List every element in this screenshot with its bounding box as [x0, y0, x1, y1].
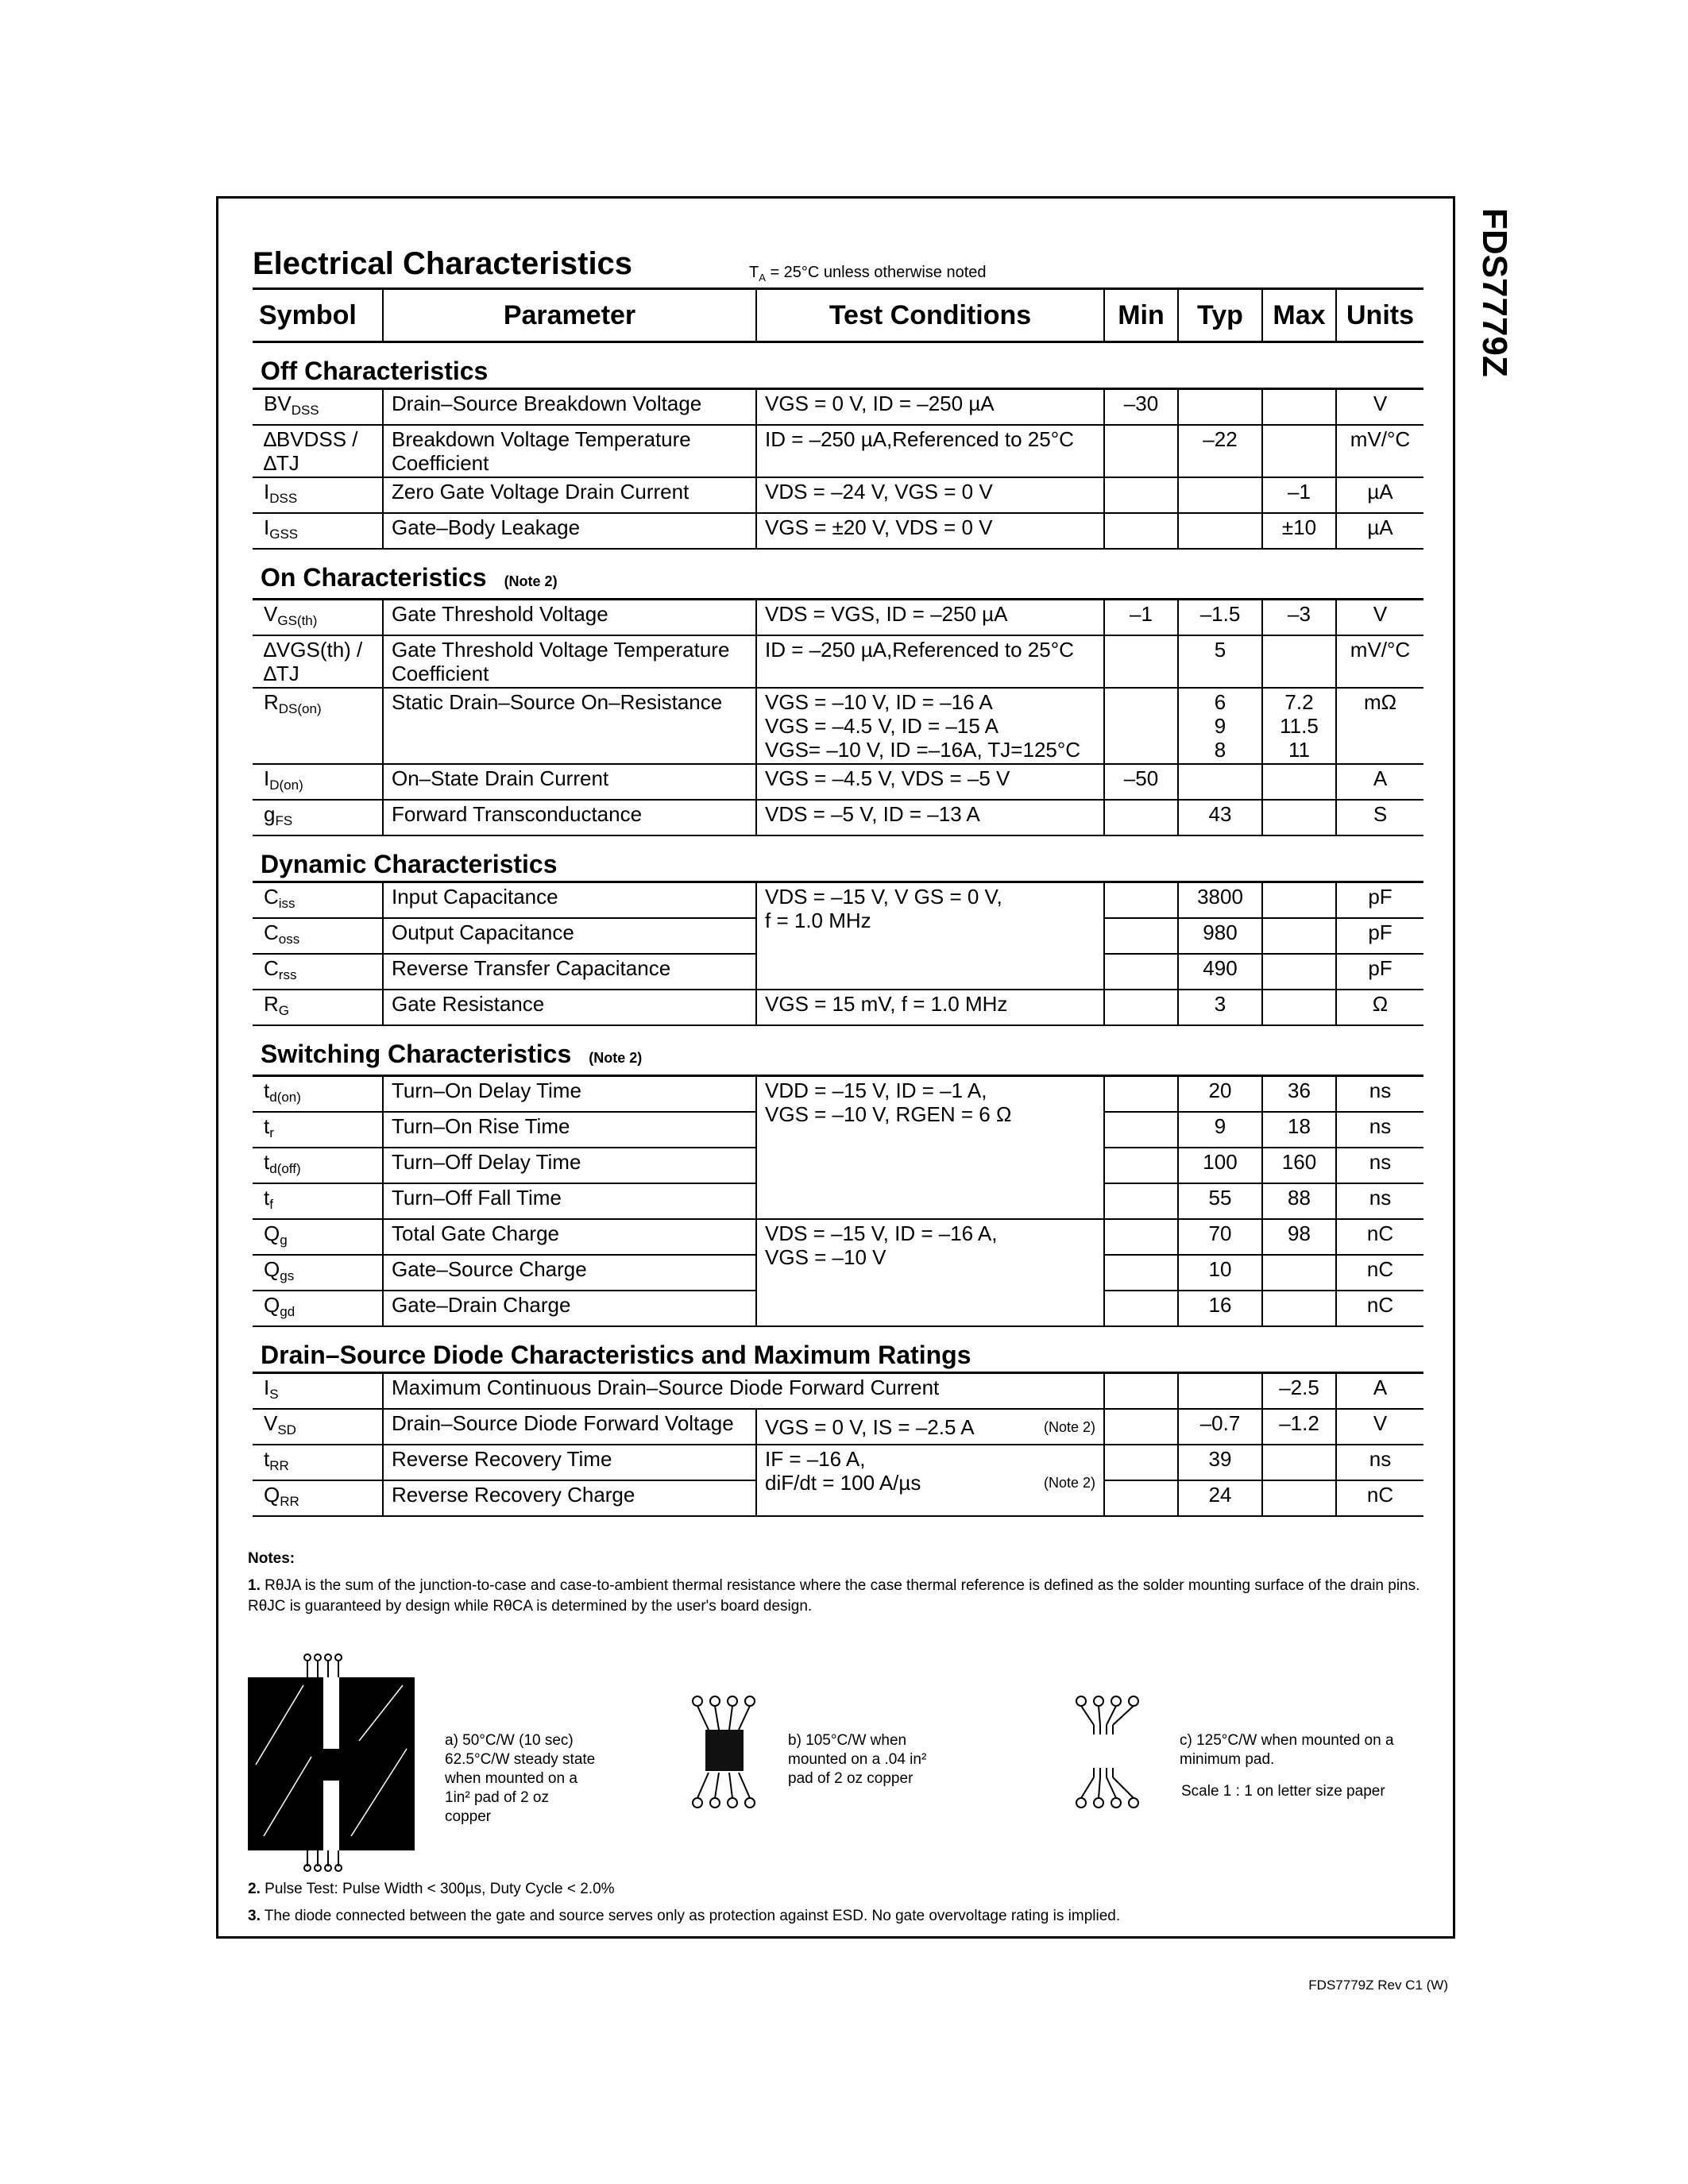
- scale-note: Scale 1 : 1 on letter size paper: [1181, 1783, 1385, 1800]
- cell-conditions: VDS = –15 V, V GS = 0 V, f = 1.0 MHz: [756, 882, 1104, 990]
- cell-parameter: Drain–Source Diode Forward Voltage: [383, 1409, 756, 1445]
- cell-symbol: $t_r$: [253, 1112, 383, 1148]
- cell-min: [1104, 1480, 1178, 1516]
- cell-units: ns: [1336, 1076, 1423, 1113]
- cell-min: [1104, 1183, 1178, 1219]
- cell-conditions: VDD = –15 V, ID = –1 A, VGS = –10 V, RGEN = 6 Ω: [756, 1076, 1104, 1220]
- cell-parameter: Reverse Transfer Capacitance: [383, 954, 756, 990]
- cell-typ: 43: [1178, 800, 1262, 835]
- cell-units: ns: [1336, 1445, 1423, 1480]
- cell-max: [1262, 990, 1336, 1025]
- cell-typ: [1178, 513, 1262, 549]
- cell-typ: [1178, 764, 1262, 800]
- cell-symbol: $g_{FS}$: [253, 800, 383, 835]
- table-row: [253, 513, 1423, 549]
- table-row: [253, 1076, 1423, 1113]
- cell-min: [1104, 918, 1178, 954]
- section-dynamic: [253, 835, 1423, 882]
- cell-max: [1262, 800, 1336, 835]
- cell-parameter: Turn–On Rise Time: [383, 1112, 756, 1148]
- cell-conditions: VDS = –15 V, ID = –16 A, VGS = –10 V: [756, 1219, 1104, 1326]
- cell-conditions: VDS = VGS, ID = –250 µA: [756, 600, 1104, 636]
- cell-max: 98: [1262, 1219, 1336, 1255]
- cell-max: [1262, 1480, 1336, 1516]
- cell-parameter: Zero Gate Voltage Drain Current: [383, 477, 756, 513]
- cell-units: nC: [1336, 1480, 1423, 1516]
- cell-units: ns: [1336, 1183, 1423, 1219]
- cell-max: 36: [1262, 1076, 1336, 1113]
- cell-typ: 980: [1178, 918, 1262, 954]
- cell-units: A: [1336, 1373, 1423, 1410]
- cell-typ: [1178, 477, 1262, 513]
- cell-min: [1104, 1076, 1178, 1113]
- section-on: [253, 549, 1423, 600]
- cell-typ: 70: [1178, 1219, 1262, 1255]
- table-row: [253, 477, 1423, 513]
- cell-typ: 9: [1178, 1112, 1262, 1148]
- cell-symbol: $Q_{gs}$: [253, 1255, 383, 1291]
- cell-parameter: Input Capacitance: [383, 882, 756, 919]
- cell-min: [1104, 1255, 1178, 1291]
- cell-symbol: $I_{D(on)}$: [253, 764, 383, 800]
- cell-min: [1104, 1373, 1178, 1410]
- cell-units: S: [1336, 800, 1423, 835]
- temperature-condition: $T_A = 25^\circ C$ unless otherwise noted: [749, 264, 987, 284]
- table-row: [253, 1409, 1423, 1445]
- cell-max: 18: [1262, 1112, 1336, 1148]
- section-diode-title: Drain–Source Diode Characteristics and Maximum Ratings: [253, 1326, 1423, 1373]
- cell-units: nC: [1336, 1291, 1423, 1326]
- cell-typ: –0.7: [1178, 1409, 1262, 1445]
- cell-parameter: Reverse Recovery Time: [383, 1445, 756, 1480]
- table-row: [253, 688, 1423, 764]
- section-switching-title: Switching Characteristics (Note 2): [253, 1025, 1423, 1076]
- cell-units: ns: [1336, 1112, 1423, 1148]
- pad-a-icon: [248, 1653, 431, 1872]
- cell-symbol: $V_{GS(th)}$: [253, 600, 383, 636]
- cell-units: V: [1336, 389, 1423, 426]
- cell-conditions: VGS = 15 mV, f = 1.0 MHz: [756, 990, 1104, 1025]
- cell-symbol: $Q_{RR}$: [253, 1480, 383, 1516]
- cell-max: [1262, 1255, 1336, 1291]
- cell-max: –1.2: [1262, 1409, 1336, 1445]
- cell-units: pF: [1336, 954, 1423, 990]
- cell-conditions: VGS = ±20 V, VDS = 0 V: [756, 513, 1104, 549]
- cell-min: [1104, 477, 1178, 513]
- note-ref: (Note 2): [1043, 1475, 1095, 1491]
- cell-symbol: $I_{DSS}$: [253, 477, 383, 513]
- cell-symbol: $t_{RR}$: [253, 1445, 383, 1480]
- note-3: 3. The diode connected between the gate and source serves only as protection against ESD. No gate overvoltage rating is implied.: [248, 1908, 1121, 1924]
- table-row: [253, 1219, 1423, 1255]
- cell-conditions: VGS = –10 V, ID = –16 A VGS = –4.5 V, ID = –15 A VGS= –10 V, ID =–16A, TJ=125°C: [756, 688, 1104, 764]
- cell-units: V: [1336, 600, 1423, 636]
- cell-symbol: $R_G$: [253, 990, 383, 1025]
- cell-symbol: $I_{GSS}$: [253, 513, 383, 549]
- cell-min: [1104, 1112, 1178, 1148]
- cell-conditions: VGS = 0 V, IS = –2.5 A (Note 2): [756, 1409, 1104, 1445]
- cell-max: 160: [1262, 1148, 1336, 1183]
- col-max: Max: [1262, 289, 1336, 342]
- table-row: [253, 389, 1423, 426]
- cell-units: nC: [1336, 1219, 1423, 1255]
- cell-typ: 20: [1178, 1076, 1262, 1113]
- pad-diagrams: [248, 1653, 1423, 1872]
- cell-parameter: Output Capacitance: [383, 918, 756, 954]
- col-typ: Typ: [1178, 289, 1262, 342]
- cell-units: µA: [1336, 513, 1423, 549]
- cell-max: –3: [1262, 600, 1336, 636]
- cell-min: [1104, 800, 1178, 835]
- section-off: [253, 342, 1423, 389]
- cell-conditions: VDS = –5 V, ID = –13 A: [756, 800, 1104, 835]
- section-off-title: Off Characteristics: [253, 342, 1423, 389]
- cell-parameter: Drain–Source Breakdown Voltage: [383, 389, 756, 426]
- cell-symbol: $V_{SD}$: [253, 1409, 383, 1445]
- cell-parameter: Total Gate Charge: [383, 1219, 756, 1255]
- notes-2-3: [248, 1879, 1423, 1927]
- cell-max: 7.2 11.5 11: [1262, 688, 1336, 764]
- cell-symbol: $I_S$: [253, 1373, 383, 1410]
- cell-parameter: Turn–Off Fall Time: [383, 1183, 756, 1219]
- cell-max: [1262, 389, 1336, 426]
- table-row: [253, 990, 1423, 1025]
- note-2: 2. Pulse Test: Pulse Width < 300µs, Duty Cycle < 2.0%: [248, 1881, 615, 1897]
- cell-typ: [1178, 389, 1262, 426]
- section-diode: [253, 1326, 1423, 1373]
- table-row: [253, 764, 1423, 800]
- cell-symbol: $Q_{gd}$: [253, 1291, 383, 1326]
- cell-min: [1104, 635, 1178, 688]
- cell-max: [1262, 1445, 1336, 1480]
- cell-symbol: ∆VGS(th) / ∆TJ: [253, 635, 383, 688]
- cell-min: –50: [1104, 764, 1178, 800]
- col-units: Units: [1336, 289, 1423, 342]
- cell-parameter: Turn–Off Delay Time: [383, 1148, 756, 1183]
- pad-a-label: a) 50°C/W (10 sec) 62.5°C/W steady state when mounted on a 1in² pad of 2 oz copper: [445, 1732, 596, 1825]
- cell-parameter: Gate Resistance: [383, 990, 756, 1025]
- cell-max: ±10: [1262, 513, 1336, 549]
- cell-typ: 5: [1178, 635, 1262, 688]
- cell-min: [1104, 425, 1178, 477]
- cell-typ: –1.5: [1178, 600, 1262, 636]
- table-row: [253, 635, 1423, 688]
- table-row: [253, 1373, 1423, 1410]
- side-part-number: FDS7779Z: [1475, 208, 1514, 377]
- cell-max: [1262, 425, 1336, 477]
- cell-typ: 16: [1178, 1291, 1262, 1326]
- cell-conditions: VDS = –24 V, VGS = 0 V: [756, 477, 1104, 513]
- cell-max: –1: [1262, 477, 1336, 513]
- cell-symbol: $t_f$: [253, 1183, 383, 1219]
- table-row: [253, 425, 1423, 477]
- cell-units: nC: [1336, 1255, 1423, 1291]
- cell-max: –2.5: [1262, 1373, 1336, 1410]
- cell-parameter: Breakdown Voltage Temperature Coefficient: [383, 425, 756, 477]
- cell-symbol: $C_{rss}$: [253, 954, 383, 990]
- cell-typ: 100: [1178, 1148, 1262, 1183]
- cell-typ: 3: [1178, 990, 1262, 1025]
- section-dynamic-title: Dynamic Characteristics: [253, 835, 1423, 882]
- cell-units: mΩ: [1336, 688, 1423, 764]
- cell-parameter: Forward Transconductance: [383, 800, 756, 835]
- cell-conditions: IF = –16 A, diF/dt = 100 A/µs (Note 2): [756, 1445, 1104, 1516]
- cell-typ: 490: [1178, 954, 1262, 990]
- cell-max: [1262, 635, 1336, 688]
- cell-units: mV/°C: [1336, 635, 1423, 688]
- cell-max: [1262, 764, 1336, 800]
- table-row: [253, 800, 1423, 835]
- cell-units: pF: [1336, 882, 1423, 919]
- cell-min: [1104, 882, 1178, 919]
- cell-symbol: $BV_{DSS}$: [253, 389, 383, 426]
- cell-conditions: VGS = –4.5 V, VDS = –5 V: [756, 764, 1104, 800]
- cell-min: [1104, 688, 1178, 764]
- cell-max: 88: [1262, 1183, 1336, 1219]
- cell-units: mV/°C: [1336, 425, 1423, 477]
- cell-parameter: Reverse Recovery Charge: [383, 1480, 756, 1516]
- cell-max: [1262, 954, 1336, 990]
- pad-c-icon: [1070, 1693, 1157, 1812]
- cell-max: [1262, 1291, 1336, 1326]
- col-symbol: Symbol: [253, 289, 383, 342]
- col-test-conditions: Test Conditions: [756, 289, 1104, 342]
- cell-typ: 24: [1178, 1480, 1262, 1516]
- cell-parameter: Maximum Continuous Drain–Source Diode Forward Current: [383, 1373, 1104, 1410]
- cell-parameter: Gate–Body Leakage: [383, 513, 756, 549]
- cell-units: µA: [1336, 477, 1423, 513]
- cell-parameter: Static Drain–Source On–Resistance: [383, 688, 756, 764]
- cell-parameter: Turn–On Delay Time: [383, 1076, 756, 1113]
- cell-units: A: [1336, 764, 1423, 800]
- cell-conditions: ID = –250 µA,Referenced to 25°C: [756, 635, 1104, 688]
- cell-units: Ω: [1336, 990, 1423, 1025]
- cell-symbol: $Q_g$: [253, 1219, 383, 1255]
- note-ref: (Note 2): [1043, 1418, 1095, 1435]
- cell-min: –1: [1104, 600, 1178, 636]
- cell-conditions: ID = –250 µA,Referenced to 25°C: [756, 425, 1104, 477]
- pad-c-label: c) 125°C/W when mounted on a minimum pad.: [1180, 1732, 1394, 1768]
- table-row: [253, 1445, 1423, 1480]
- cell-typ: –22: [1178, 425, 1262, 477]
- cell-max: [1262, 882, 1336, 919]
- cell-min: [1104, 513, 1178, 549]
- section-switching: [253, 1025, 1423, 1076]
- table-header: [253, 289, 1423, 342]
- cell-units: pF: [1336, 918, 1423, 954]
- cell-min: [1104, 954, 1178, 990]
- cell-typ: 10: [1178, 1255, 1262, 1291]
- notes-heading: Notes:: [248, 1550, 295, 1567]
- cell-max: [1262, 918, 1336, 954]
- note-1: 1. RθJA is the sum of the junction-to-case and case-to-ambient thermal resistance where the case thermal reference is defined as the solder mounting surface of the drain pins. RθJC is guaranteed by design while RθCA is determined by the user's board design.: [248, 1577, 1420, 1615]
- cell-typ: 39: [1178, 1445, 1262, 1480]
- cell-min: [1104, 1291, 1178, 1326]
- cell-min: [1104, 1409, 1178, 1445]
- section-on-title: On Characteristics (Note 2): [253, 549, 1423, 600]
- cell-min: [1104, 990, 1178, 1025]
- note-ref: (Note 2): [589, 1050, 643, 1066]
- pad-b-icon: [683, 1693, 771, 1812]
- cell-symbol: $t_{d(off)}$: [253, 1148, 383, 1183]
- col-parameter: Parameter: [383, 289, 756, 342]
- pad-b-label: b) 105°C/W when mounted on a .04 in² pad of 2 oz copper: [788, 1732, 927, 1787]
- cell-min: [1104, 1219, 1178, 1255]
- cell-min: [1104, 1445, 1178, 1480]
- cell-parameter: Gate Threshold Voltage: [383, 600, 756, 636]
- cell-parameter: Gate Threshold Voltage Temperature Coefficient: [383, 635, 756, 688]
- col-min: Min: [1104, 289, 1178, 342]
- cell-min: –30: [1104, 389, 1178, 426]
- characteristics-table: [253, 287, 1423, 1517]
- cell-typ: [1178, 1373, 1262, 1410]
- cell-symbol: ∆BVDSS / ∆TJ: [253, 425, 383, 477]
- notes: [248, 1549, 1423, 1617]
- cell-typ: 6 9 8: [1178, 688, 1262, 764]
- cell-units: ns: [1336, 1148, 1423, 1183]
- cell-typ: 3800: [1178, 882, 1262, 919]
- cell-units: V: [1336, 1409, 1423, 1445]
- note-ref: (Note 2): [504, 573, 558, 589]
- cell-conditions: VGS = 0 V, ID = –250 µA: [756, 389, 1104, 426]
- cell-symbol: $R_{DS(on)}$: [253, 688, 383, 764]
- footer-revision: FDS7779Z Rev C1 (W): [1308, 1978, 1448, 1993]
- cell-symbol: $t_{d(on)}$: [253, 1076, 383, 1113]
- cell-parameter: On–State Drain Current: [383, 764, 756, 800]
- section-title: Electrical Characteristics: [253, 246, 633, 281]
- table-row: [253, 882, 1423, 919]
- cell-symbol: $C_{iss}$: [253, 882, 383, 919]
- cell-parameter: Gate–Source Charge: [383, 1255, 756, 1291]
- cell-parameter: Gate–Drain Charge: [383, 1291, 756, 1326]
- cell-min: [1104, 1148, 1178, 1183]
- cell-typ: 55: [1178, 1183, 1262, 1219]
- table-row: [253, 600, 1423, 636]
- cell-symbol: $C_{oss}$: [253, 918, 383, 954]
